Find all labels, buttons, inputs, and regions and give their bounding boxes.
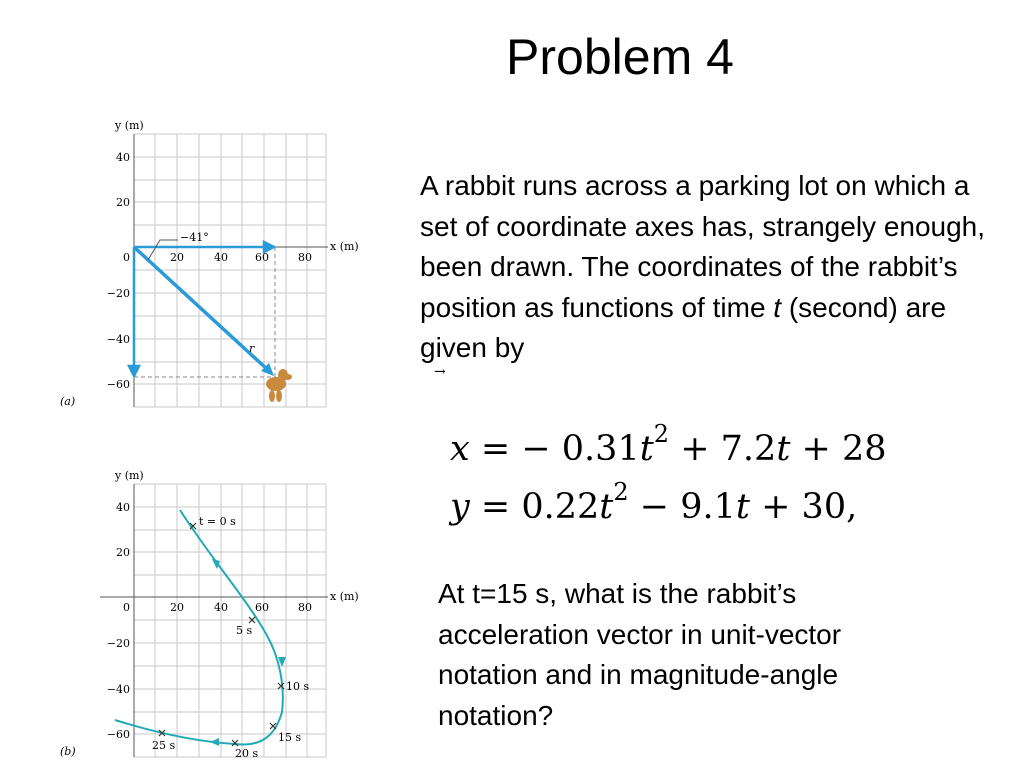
figure-a [50, 112, 380, 417]
figure-a-ytick: 20 [116, 196, 130, 209]
figure-a-xticks [170, 251, 312, 264]
figure-a-xtick: 80 [298, 251, 312, 264]
figure-b-xtick: 20 [170, 601, 184, 614]
figure-b-xtick: 40 [214, 601, 228, 614]
figure-a-label: (a) [60, 395, 76, 408]
equation-y: $y = 0.22t^2 - 9.1t + 30$, [450, 478, 858, 527]
figure-a-ytick: −60 [106, 378, 130, 391]
figure-b-ytick: 40 [116, 501, 130, 514]
figure-a-xtick: 40 [214, 251, 228, 264]
figure-b-xtick: 80 [298, 601, 312, 614]
problem-text [420, 166, 1000, 369]
time-label: 5 s [236, 624, 253, 637]
figure-b-ytick: 20 [116, 546, 130, 559]
figure-b-ytick: −60 [106, 728, 130, 741]
figure-a-vector-label: r [249, 342, 255, 355]
figure-b-ytick: 0 [123, 601, 130, 614]
figure-a-ytick: −40 [106, 333, 130, 346]
time-label: 10 s [286, 680, 310, 693]
figure-a-yticks [107, 151, 130, 391]
vector-r-overlay: → [434, 364, 446, 380]
problem-text-part2: (second) are given by [420, 291, 947, 363]
figure-a-ytick: −20 [106, 287, 130, 300]
time-label: 15 s [278, 731, 302, 744]
time-variable: t [773, 291, 782, 323]
figure-b-ytick: −20 [106, 637, 130, 650]
figure-b-yticks [107, 501, 130, 741]
figure-a-xlabel: x (m) [330, 240, 359, 253]
figure-a-ylabel: y (m) [115, 119, 144, 132]
figure-a-ytick: 40 [116, 151, 130, 164]
figure-a-grid [134, 134, 326, 407]
slide-title: Problem 4 [506, 29, 734, 85]
figure-b-label: (b) [60, 745, 76, 758]
figure-a-xtick: 60 [255, 251, 269, 264]
time-label: 25 s [152, 739, 176, 752]
figure-b-ylabel: y (m) [115, 469, 144, 482]
time-label: t = 0 s [199, 515, 236, 528]
figure-b-xtick: 60 [255, 601, 269, 614]
equation-x: x = − $0.31t^2 + 7.2t + 28$ [450, 420, 887, 469]
figure-b-ytick: −40 [106, 683, 130, 696]
figure-a-ytick: 0 [123, 251, 130, 264]
figure-b-xticks [170, 601, 312, 614]
figure-b [50, 462, 380, 768]
figure-b-xlabel: x (m) [330, 590, 359, 603]
figure-a-angle-label: −41° [180, 231, 209, 244]
time-label: 20 s [235, 747, 259, 760]
question-text: At t=15 s, what is the rabbit’s acceleration vector in unit-vector notation and in magnitude-angle notation? [438, 578, 842, 731]
figure-a-xtick: 20 [170, 251, 184, 264]
problem-text-part1: A rabbit runs across a parking lot on which a set of coordinate axes has, strangely enough, been drawn. The coordinates of the rabbit’s position as functions of time [420, 170, 986, 323]
